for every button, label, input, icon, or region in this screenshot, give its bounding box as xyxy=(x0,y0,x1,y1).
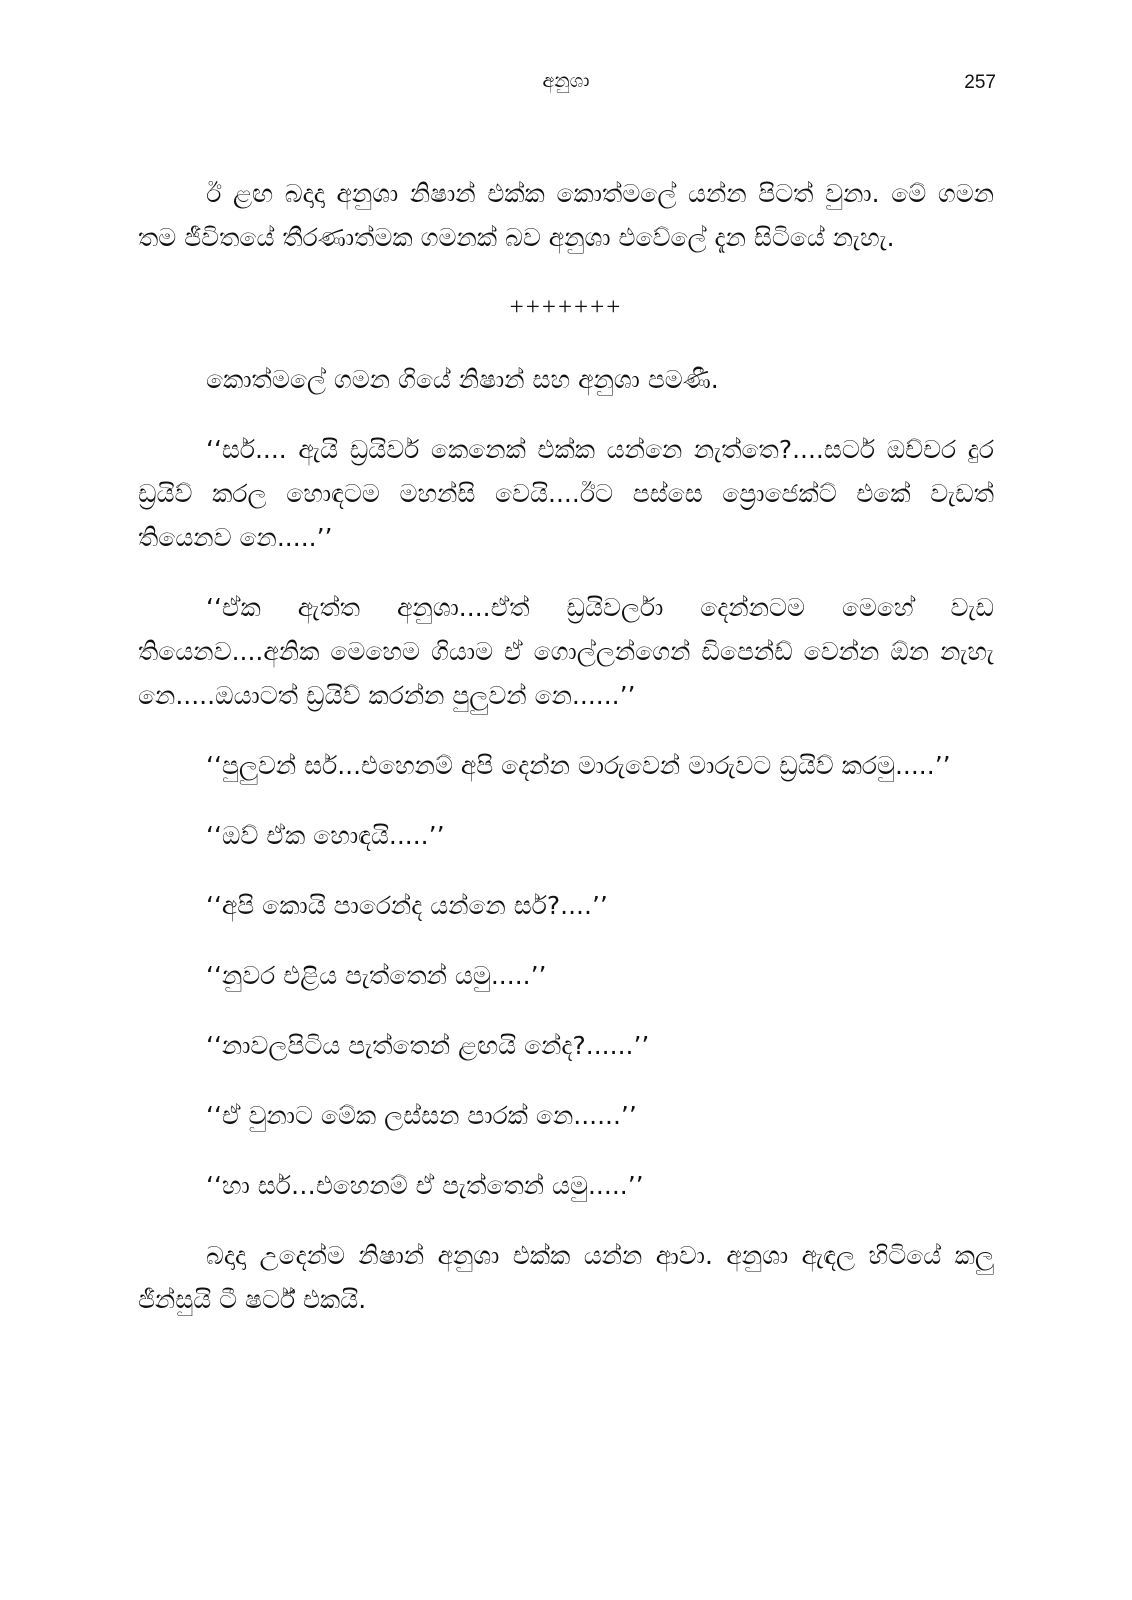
dialogue-paragraph: ‘‘හා සර්…එහෙනම් ඒ පැත්තෙන් යමු.....’’ xyxy=(206,1171,644,1200)
section-separator: +++++++ xyxy=(509,294,623,321)
dialogue-paragraph: ‘‘ඒ වුනාට මේක ලස්සන පාරක් නෙ......’’ xyxy=(206,1101,637,1130)
dialogue-paragraph: ‘‘නුවර එළිය පැත්තෙන් යමු.....’’ xyxy=(206,961,547,990)
body-text xyxy=(138,172,994,1348)
running-head-title: අනුශා xyxy=(542,70,590,92)
dialogue-paragraph: ‘‘සර්.... ඇයි ඩ්‍රයිවර් කෙනෙක් එක්ක යන්නෙ නැත්තෙ?....සර්ට ඔච්චර දුර ඩ්‍රයිව් කරල හොඳටම මහන්සි වෙයි....ඊට පස්සෙ ප්‍රොජෙක්ට් එකේ වැඩත් තියෙනව නෙ.....’’ xyxy=(138,435,994,552)
paragraph: ඊ ළඟ බදාදා අනුශා නිෂාන් එක්ක කොත්මලේ යන්න පිටත් වුනා. මේ ගමන තම ජීවිතයේ තීරණාත්මක ගමනක් බව අනුශා එවේලේ දැන සිටියේ නැහැ. xyxy=(138,179,994,252)
dialogue-paragraph: ‘‘ඔව් ඒක හොඳයි.....’’ xyxy=(206,821,445,850)
paragraph: බදාදා උදෙන්ම නිෂාන් අනුශා එක්ක යන්න ආවා. අනුශා ඇඳල හිටියේ කලු ජීන්සුයි ටී ෂර්ට් එකයි. xyxy=(138,1241,994,1314)
dialogue-paragraph: ‘‘අපි කොයි පාරෙන්ද යන්නෙ සර්?....’’ xyxy=(206,891,608,920)
dialogue-paragraph: ‘‘පුලුවන් සර්...එහෙනම් අපි දෙන්න මාරුවෙන් මාරුවට ඩ්‍රයිව් කරමු.....’’ xyxy=(206,751,951,780)
paragraph: කොත්මලේ ගමන ගියේ නිෂාන් සහ අනුශා පමණී. xyxy=(206,365,719,394)
dialogue-paragraph: ‘‘ඒක ඇත්ත අනුශා....ඒත් ඩ්‍රයිවර්ලා දෙන්නටම මෙහේ වැඩ තියෙනව....අනික මෙහෙම ගියාම ඒ ගොල්ලන්ගෙන් ඩිපෙන්ඩ් වෙන්න ඕන නැහැ නෙ.....ඔයාටත් ඩ්‍රයිව් කරන්න පුලුවන් නෙ......’’ xyxy=(138,593,994,710)
dialogue-paragraph: ‘‘නාවලපිටිය පැත්තෙන් ළඟයි නේද?......’’ xyxy=(206,1031,650,1060)
page-number: 257 xyxy=(964,72,996,93)
